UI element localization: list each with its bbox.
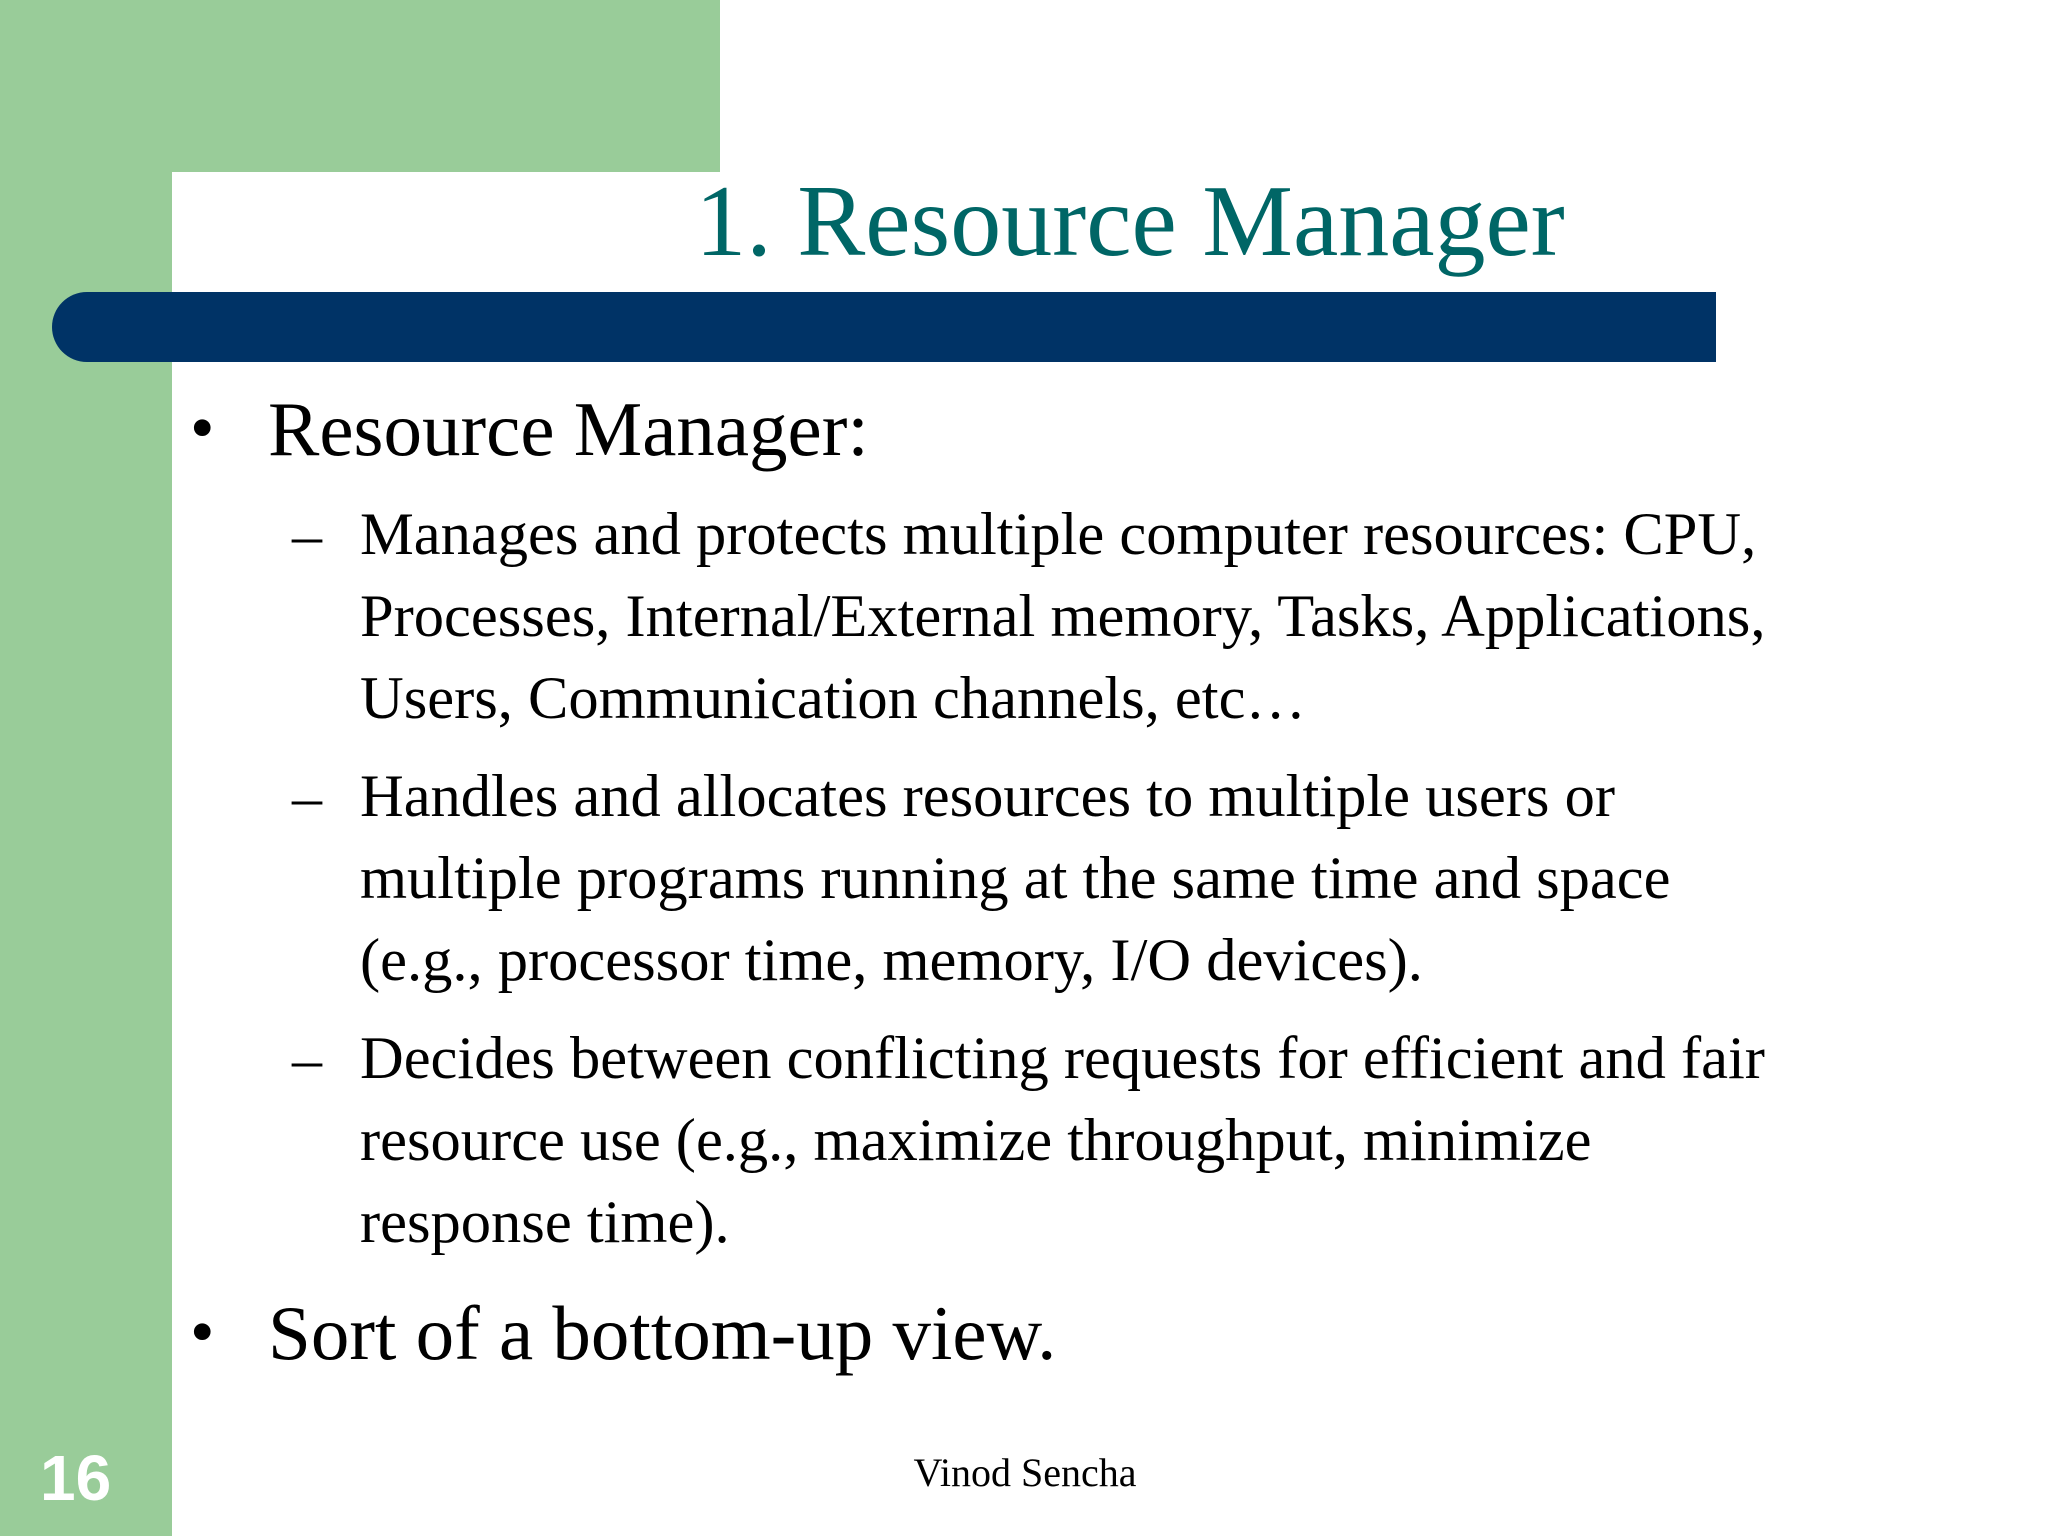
sub-bullet-item: [292, 1018, 2012, 1264]
dash-marker: –: [292, 502, 322, 568]
bullet-item: [190, 1288, 1990, 1378]
sub-bullet-text: [360, 494, 2010, 740]
text-line: response time).: [360, 1189, 730, 1256]
sub-bullet-text: [360, 1018, 2010, 1264]
sub-bullet-text: [360, 756, 2010, 1002]
bullet-marker: •: [190, 1294, 215, 1371]
dash-marker: –: [292, 1026, 322, 1092]
sub-bullet-item: [292, 756, 2012, 1002]
footer-author: Vinod Sencha: [913, 1450, 1137, 1495]
text-line: Processes, Internal/External memory, Tasks, Applications,: [360, 583, 1766, 650]
text-line: Handles and allocates resources to multiple users or: [360, 763, 1615, 830]
text-line: Manages and protects multiple computer resources: CPU,: [360, 501, 1757, 568]
text-line: resource use (e.g., maximize throughput, minimize: [360, 1107, 1592, 1174]
bullet-marker: •: [190, 390, 215, 467]
text-line: multiple programs running at the same time and space: [360, 845, 1671, 912]
slide-number: 16: [40, 1442, 112, 1514]
bullet-item: [190, 384, 1990, 474]
bullet-text: Sort of a bottom-up view.: [268, 1290, 1057, 1376]
text-line: (e.g., processor time, memory, I/O devices).: [360, 927, 1423, 994]
text-line: Users, Communication channels, etc…: [360, 665, 1306, 732]
sub-bullet-item: [292, 494, 2012, 740]
dash-marker: –: [292, 764, 322, 830]
slide-title: 1. Resource Manager: [695, 165, 1565, 278]
text-line: Decides between conflicting requests for efficient and fair: [360, 1025, 1765, 1092]
bullet-text: Resource Manager:: [268, 386, 869, 472]
